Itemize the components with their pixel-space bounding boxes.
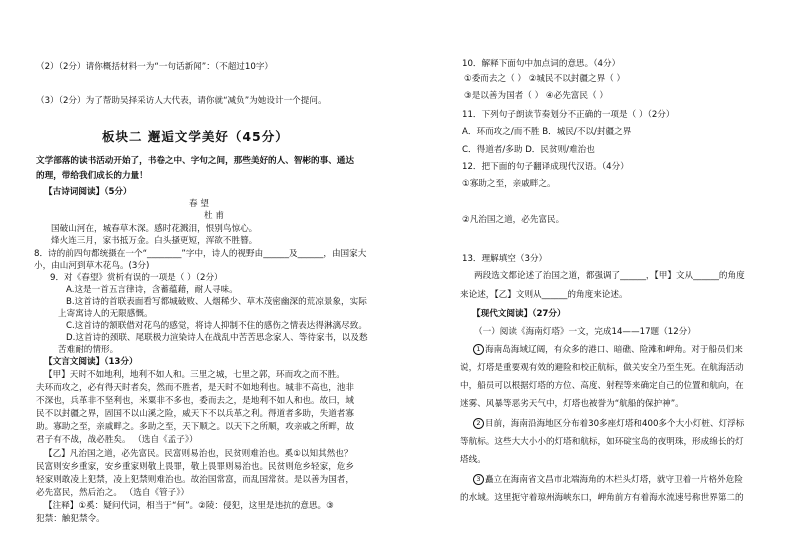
- passage-yi-1: 【乙】凡治国之道，必先富民。民富则易治也，民贫则难治也。奚①以知其然也？: [44, 449, 353, 459]
- question-9-option-d-2: 苦难耐的情形。: [58, 345, 119, 355]
- paragraph-2-line-2: 等航标。这些大大小小的灯塔和航标，如环碇宝岛的夜明珠，形成绵长的灯: [460, 437, 744, 447]
- question-9-option-c: C.这首诗的颔联借对花鸟的感觉，将诗人抑制不住的感伤之情表达得淋漓尽致。: [66, 321, 367, 331]
- passage-jia-1: 【甲】天时不如地利，地利不如人和。三里之城，七里之郭，环而攻之而不胜。: [44, 370, 345, 380]
- passage-yi-2: 民富则安乡重家，安乡重家则敬上畏罪，敬上畏罪则易治也。民贫则危乡轻家，危乡: [36, 462, 354, 472]
- question-9-option-d-1: D.这首诗的颈联、尾联极力渲染诗人在战乱中苦苦思念家人、等待家书，以及愁: [66, 333, 368, 343]
- passage-jia-6: 君子有不战，战必胜矣。 （选自《孟子》）: [36, 435, 198, 445]
- question-13-line-1: 两段选文都论述了治国之道，都强调了______，【甲】文从______的角度: [474, 271, 745, 281]
- passage-yi-3: 轻家则敢凌上犯禁，凌上犯禁则难治也。故治国常富，而乱国常贫。是以善为国者，: [36, 475, 354, 485]
- paragraph-number: 3: [473, 474, 484, 485]
- question-10-items-1: ①委而去之（ ） ②城民不以封疆之界（ ）: [464, 74, 626, 84]
- question-9-option-b-2: 上寄寓诗人的无限感慨。: [58, 309, 153, 319]
- paragraph-1-line-3: 中，船员可以根据灯塔的方位、高度、射程等来确定自己的位置和航向，在: [460, 381, 744, 391]
- poem-line-2: 烽火连三月，家书抵万金。白头搔更短，浑欲不胜簪。: [51, 236, 258, 246]
- question-9: 9．对《春望》赏析有误的一项是（ ）（2分）: [50, 273, 223, 283]
- question-3: （3）（2分）为了帮助吴择采访人大代表，请你就“减负”为她设计一个提问。: [36, 96, 327, 106]
- question-11: 11．下列句子朗读节奏划分不正确的一项是（ ）（2分）: [462, 110, 675, 120]
- paragraph-3-line-2: 的水域。这里扼守着琼州海峡东口，岬角前方有着海水流速号称世界第二的: [460, 493, 744, 503]
- annotation-line-2: 犯禁：触犯禁令。: [36, 514, 105, 524]
- question-12-sentence-1: ①寡助之至，亲戚畔之。: [462, 179, 556, 189]
- paragraph-number: 2: [473, 418, 484, 429]
- question-2: （2）（2分）请你概括材料一为“一句话新闻”：（不超过10字）: [36, 62, 274, 72]
- intro-line-2: 的理，带给我们成长的力量！: [36, 171, 148, 181]
- question-8-line-2: 小，由山河到草木花鸟。(3分): [34, 261, 150, 271]
- passage-yi-4: 必先富民，然后治之。 （选自《管子》）: [36, 488, 190, 498]
- paragraph-number: 1: [473, 344, 484, 355]
- paragraph-3-line-1: 3 矗立在海南省文昌市北端海角的木栏头灯塔，就守卫着一片格外危险: [472, 474, 743, 486]
- question-10: 10．解释下面句中加点词的意思。（4分）: [462, 59, 621, 69]
- question-11-options-ab: A．环而攻之/而不胜 B．城民/不以/封疆之界: [462, 127, 632, 137]
- paragraph-1-line-1: 1 海南岛海域辽阔，有众多的港口、暗礁、险滩和岬角。对于船员们来: [472, 344, 743, 356]
- intro-line-1: 文学部落的读书活动开始了，书卷之中、字句之间，那些美好的人、智彬的事、通达: [36, 156, 354, 166]
- question-13: 13．理解填空（3分）: [462, 254, 548, 264]
- poem-author: 杜 甫: [204, 211, 224, 221]
- question-8-line-1: 8．诗的前四句都统摄在一个“________”字中，诗人的视野由______及______，由国家大: [34, 249, 367, 259]
- question-12: 12．把下面的句子翻译成现代汉语。（4分）: [462, 162, 629, 172]
- classical-heading: 【文言文阅读】（13分）: [44, 357, 138, 367]
- question-12-sentence-2: ②凡治国之道，必先富民。: [462, 215, 565, 225]
- reading-1-heading: （一）阅读《海南灯塔》一文，完成14——17题（12分）: [474, 327, 696, 337]
- question-9-option-a: A.这是一首五言律诗，含蓄蕴藉，耐人寻味。: [66, 285, 238, 295]
- paragraph-1-line-2: 说，灯塔是重要观有效的避险和校正航标，做关安全乃至生死。在航海活动: [460, 363, 744, 373]
- poem-title: 春 望: [189, 199, 209, 209]
- section-title: 板块二 邂逅文学美好（45分）: [102, 129, 289, 144]
- passage-jia-3: 不深也，兵革非不坚利也，米粟非不多也，委而去之，是地利不如人和也。故曰，域: [36, 396, 354, 406]
- poem-line-1: 国破山河在，城春草木深。感时花溅泪，恨别鸟惊心。: [51, 224, 258, 234]
- question-9-option-b-1: B.这首诗的首联表面看写都城破败、人烟稀少、草木茂密幽深的荒凉景象，实际: [66, 297, 367, 307]
- question-10-items-2: ③是以善为国者（ ） ④必先富民（ ）: [464, 91, 608, 101]
- question-11-options-cd: C．得道者/多助 D．民贫则/难治也: [462, 145, 595, 155]
- paragraph-1-line-4: 迷雾、风暴等恶劣天气中，灯塔也被誉为“航船的保护神”。: [460, 399, 684, 409]
- annotation-line-1: 【注释】①奚：疑问代词，相当于“何”。②陵：侵犯，这里是违抗的意思。③: [44, 501, 334, 511]
- modern-heading: 【现代文阅读】（27分）: [472, 309, 566, 319]
- passage-jia-5: 助。寡助之至，亲戚畔之。多助之至，天下顺之。以天下之所顺，攻亲戚之所畔，故: [36, 422, 354, 432]
- passage-jia-2: 夫环而攻之，必有得天时者矣，然而不胜者，是天时不如地利也。城非不高也，池非: [36, 383, 354, 393]
- passage-jia-4: 民不以封疆之界，固国不以山溪之险，威天下不以兵革之利。得道者多助，失道者寡: [36, 409, 354, 419]
- poem-heading: 【古诗词阅读】（5分）: [44, 187, 132, 197]
- paragraph-2-line-1: 2 目前，海南沿海地区分布着30多座灯塔和400多个大小灯桩、灯浮标: [472, 418, 744, 430]
- question-13-line-2: 来论述，【乙】文则从______的角度来论述。: [460, 290, 628, 300]
- paragraph-2-line-3: 塔线。: [460, 455, 486, 465]
